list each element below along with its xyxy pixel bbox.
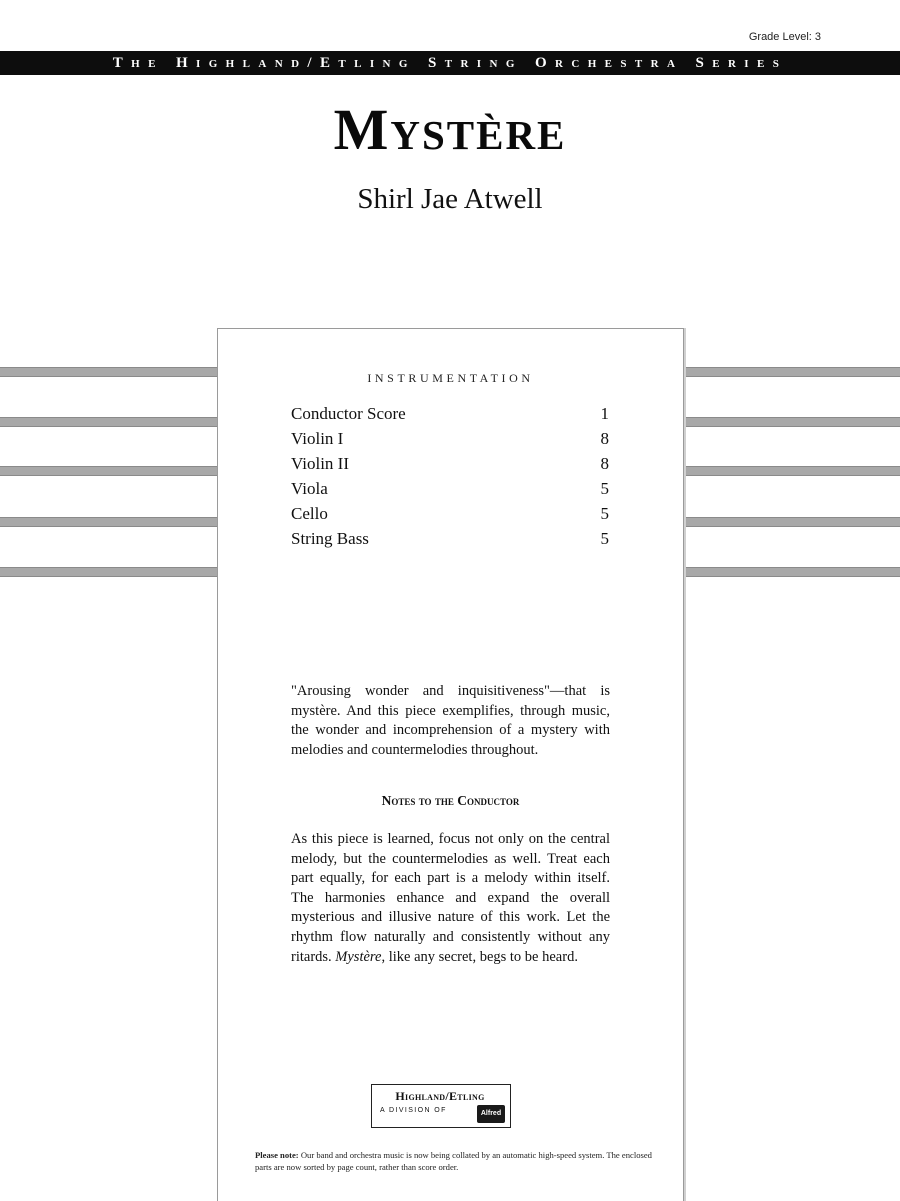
instrument-row xyxy=(291,401,609,426)
instrument-name: Cello xyxy=(291,504,328,523)
staff-line xyxy=(0,517,217,527)
instrument-count: 1 xyxy=(600,404,609,423)
instrument-name: Viola xyxy=(291,479,328,498)
instrument-row xyxy=(291,451,609,476)
staff-line xyxy=(0,567,217,577)
please-note xyxy=(255,1149,665,1173)
staff-line xyxy=(684,517,900,527)
staff-line xyxy=(0,417,217,427)
notes-text-end: , like any secret, begs to be heard. xyxy=(381,948,578,965)
instrument-row xyxy=(291,501,609,526)
info-panel xyxy=(217,328,684,1201)
notes-body xyxy=(291,830,610,967)
staff-line xyxy=(684,367,900,377)
instrument-count: 5 xyxy=(600,529,609,548)
grade-level: Grade Level: 3 xyxy=(748,31,821,43)
please-note-text: Our band and orchestra music is now being collated by an automatic high-speed system. The enclosed parts are now sorted by page count, rather than score order. xyxy=(255,1150,652,1172)
instrumentation-list xyxy=(291,401,609,551)
alfred-logo-icon: Alfred xyxy=(477,1105,505,1123)
staff-line xyxy=(0,466,217,476)
instrumentation-heading: INSTRUMENTATION xyxy=(367,371,534,385)
instrument-count: 5 xyxy=(600,504,609,523)
instrument-name: String Bass xyxy=(291,529,369,548)
publisher-name: Highland/Etling xyxy=(395,1089,485,1103)
staff-line xyxy=(684,567,900,577)
notes-text: As this piece is learned, focus not only on the central melody, but the countermelodies as well. Treat each part equally, for each part is a melody within itself. The harmonies enhance and expand the overall mysterious and illusive nature of this work. Let the rhythm flow naturally and consistently without any ritards. xyxy=(291,831,610,965)
please-note-label: Please note: xyxy=(255,1150,299,1160)
series-banner: The Highland/Etling String Orchestra Series xyxy=(0,51,900,75)
staff-line xyxy=(684,466,900,476)
instrument-row xyxy=(291,426,609,451)
publisher-logo xyxy=(371,1084,511,1128)
instrument-count: 5 xyxy=(600,479,609,498)
instrument-name: Violin II xyxy=(291,454,349,473)
staff-line xyxy=(0,367,217,377)
instrument-row xyxy=(291,526,609,551)
instrument-row xyxy=(291,476,609,501)
piece-description: "Arousing wonder and inquisitiveness"—that is mystère. And this piece exemplifies, through music, the wonder and incomprehension of a mystery with melodies and countermelodies throughout. xyxy=(291,683,610,758)
piece-title: Mystère xyxy=(333,97,567,162)
instrument-name: Violin I xyxy=(291,429,344,448)
notes-title-italic: Mystère xyxy=(335,948,382,965)
composer-name: Shirl Jae Atwell xyxy=(357,183,543,215)
instrument-name: Conductor Score xyxy=(291,404,406,423)
publisher-division: A DIVISION OF xyxy=(380,1107,447,1114)
staff-line xyxy=(684,417,900,427)
instrument-count: 8 xyxy=(600,429,609,448)
instrument-count: 8 xyxy=(600,454,609,473)
notes-heading: Notes to the Conductor xyxy=(381,793,520,808)
